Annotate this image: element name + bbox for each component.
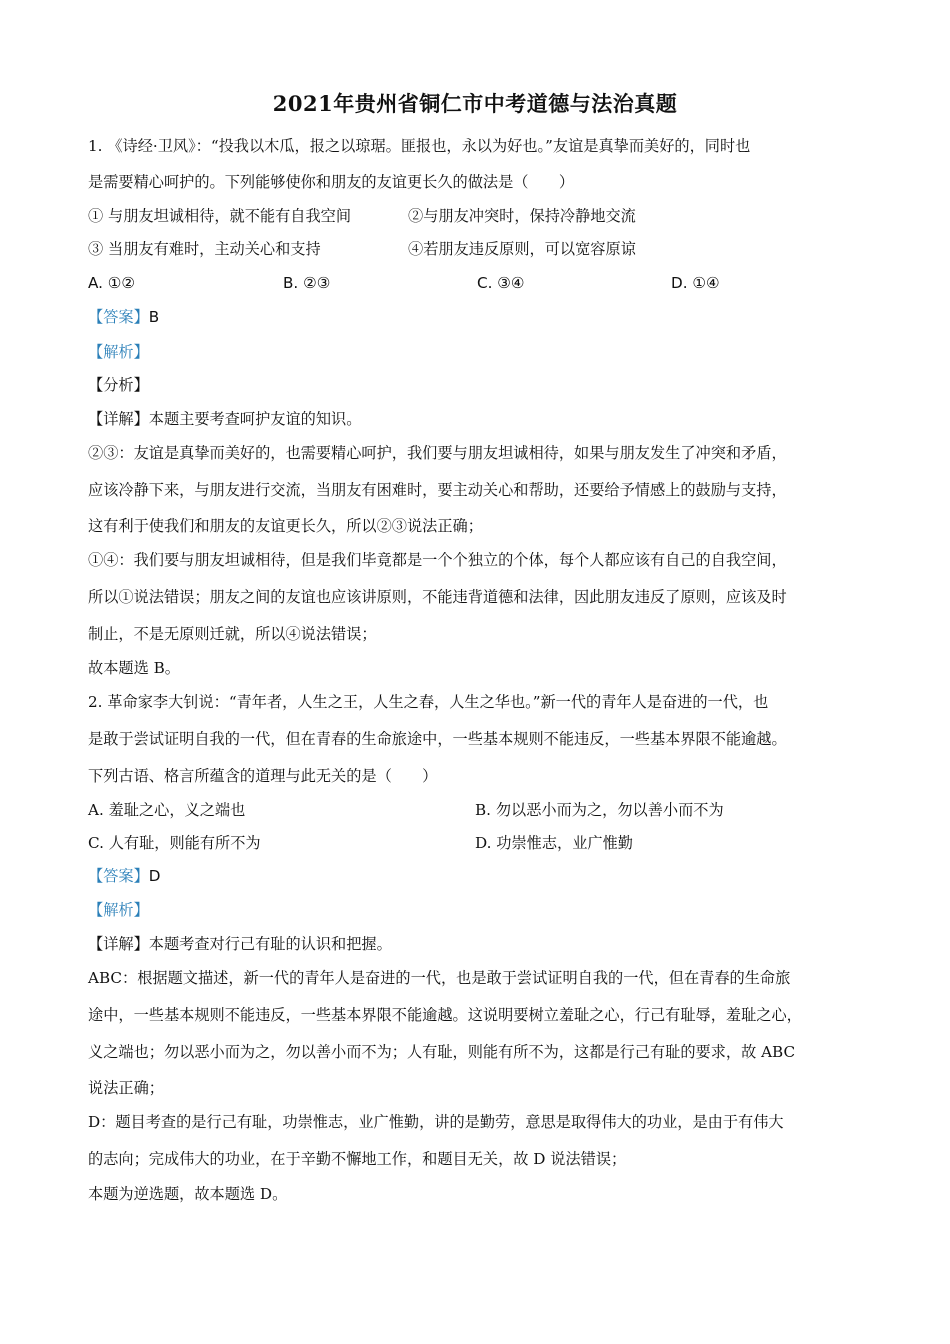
q1-detail-line-3: 应该冷静下来，与朋友进行交流，当朋友有困难时，要主动关心和帮助，还要给予情感上的鼓励与支持， — [88, 481, 787, 499]
q1-detail-line-2: ②③：友谊是真挚而美好的，也需要精心呵护，我们要与朋友坦诚相待，如果与朋友发生了冲突和矛盾， — [88, 444, 787, 462]
q1-answer-value: B — [148, 308, 160, 326]
q2-detail-line-1: 【详解】本题考查对行己有耻的认识和把握。 — [88, 935, 392, 953]
q2-option-c: C. 人有耻，则能有所不为 — [88, 834, 261, 852]
q1-detail-line-8: 故本题选 B。 — [88, 659, 180, 677]
q2-analysis-tag: 【解析】 — [88, 901, 149, 919]
q1-option-b: B. ②③ — [283, 274, 331, 292]
q2-detail-line-8: 本题为逆选题，故本题选 D。 — [88, 1185, 288, 1203]
q1-answer-tag: 【答案】 — [88, 308, 149, 326]
q2-detail-line-2: ABC：根据题文描述，新一代的青年人是奋进的一代，也是敢于尝试证明自我的一代，但在青春的生命旅 — [88, 969, 791, 987]
page-title: 2021年贵州省铜仁市中考道德与法治真题 — [272, 91, 678, 116]
q1-option-a: A. ①② — [88, 274, 136, 292]
q2-option-d: D. 功崇惟志，业广惟勤 — [475, 834, 633, 852]
q1-item-1: ① 与朋友坦诚相待，就不能有自我空间 — [88, 207, 352, 225]
q2-detail-line-5: 说法正确； — [88, 1079, 164, 1097]
q1-detail-line-6: 所以①说法错误；朋友之间的友谊也应该讲原则，不能违背道德和法律，因此朋友违反了原则，应该及时 — [88, 588, 787, 606]
q1-analysis-tag: 【解析】 — [88, 343, 149, 361]
q1-item-3: ③ 当朋友有难时，主动关心和支持 — [88, 240, 321, 258]
q2-stem-line-2: 是敢于尝试证明自我的一代，但在青春的生命旅途中，一些基本规则不能违反，一些基本界限不能逾越。 — [88, 730, 787, 748]
q1-fenxi-tag: 【分析】 — [88, 376, 149, 394]
q1-detail-line-5: ①④：我们要与朋友坦诚相待，但是我们毕竟都是一个个独立的个体，每个人都应该有自己的自我空间， — [88, 551, 787, 569]
q2-detail-line-4: 义之端也；勿以恶小而为之，勿以善小而不为；人有耻，则能有所不为，这都是行己有耻的要求，故 ABC — [88, 1043, 796, 1061]
q1-stem-line-2: 是需要精心呵护的。下列能够使你和朋友的友谊更长久的做法是（ ） — [88, 173, 574, 191]
q2-stem-line-3: 下列古语、格言所蕴含的道理与此无关的是（ ） — [88, 767, 438, 785]
q2-option-b: B. 勿以恶小而为之，勿以善小而不为 — [475, 801, 724, 819]
q2-detail-line-3: 途中，一些基本规则不能违反，一些基本界限不能逾越。这说明要树立羞耻之心，行己有耻辱，羞耻之心， — [88, 1006, 802, 1024]
q2-detail-line-7: 的志向；完成伟大的功业，在于辛勤不懈地工作，和题目无关，故 D 说法错误； — [88, 1150, 627, 1168]
q1-option-c: C. ③④ — [477, 274, 525, 292]
q1-stem-line-1: 1. 《诗经·卫风》：“投我以木瓜，报之以琼琚。匪报也，永以为好也。”友谊是真挚而美好的，同时也 — [88, 137, 751, 155]
q2-option-a: A. 羞耻之心，义之端也 — [88, 801, 246, 819]
q2-answer-tag: 【答案】 — [88, 867, 149, 885]
q1-option-d: D. ①④ — [671, 274, 720, 292]
q2-stem-line-1: 2. 革命家李大钊说：“青年者，人生之王，人生之春，人生之华也。”新一代的青年人是奋进的一代，也 — [88, 693, 769, 711]
q1-item-2: ②与朋友冲突时，保持冷静地交流 — [408, 207, 636, 225]
q1-detail-line-7: 制止，不是无原则迁就，所以④说法错误； — [88, 625, 377, 643]
q1-answer — [88, 307, 159, 327]
q2-answer — [88, 866, 160, 886]
q1-detail-line-1: 【详解】本题主要考查呵护友谊的知识。 — [88, 410, 362, 428]
q1-detail-line-4: 这有利于使我们和朋友的友谊更长久，所以②③说法正确； — [88, 517, 483, 535]
q1-item-4: ④若朋友违反原则，可以宽容原谅 — [408, 240, 636, 258]
q2-detail-line-6: D：题目考查的是行己有耻，功崇惟志，业广惟勤，讲的是勤劳，意思是取得伟大的功业，是由于有伟大 — [88, 1113, 784, 1131]
q2-answer-value: D — [148, 867, 161, 885]
